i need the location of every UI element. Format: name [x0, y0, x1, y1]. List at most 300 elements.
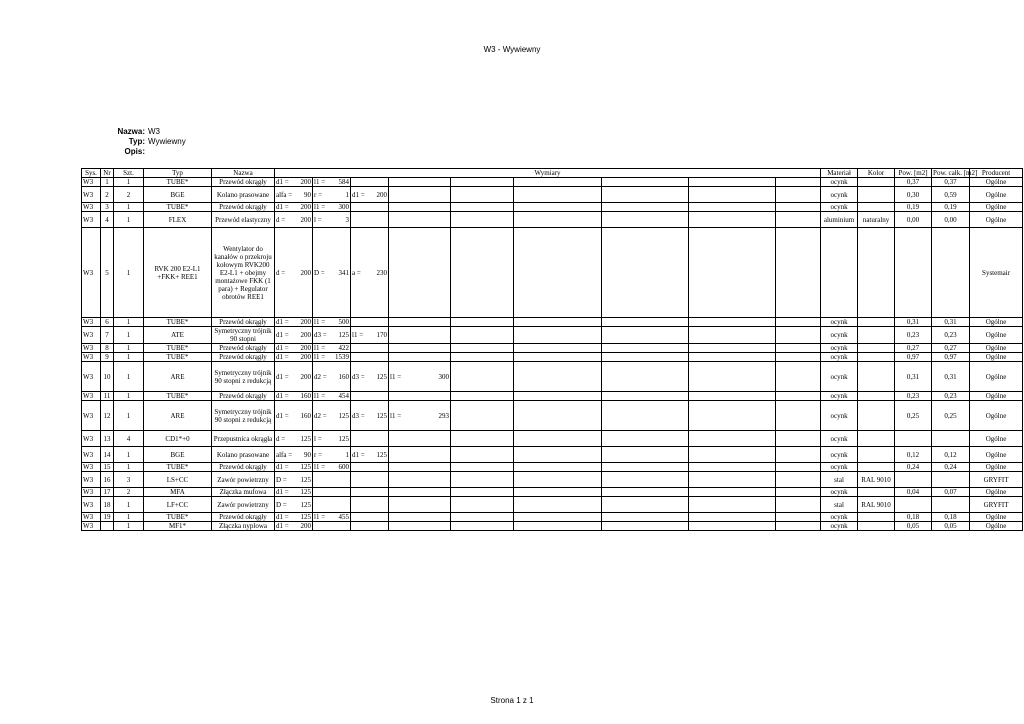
cell-pow-calk: 0,23: [932, 392, 970, 401]
cell-wymiar: [389, 178, 451, 187]
wymiar-label: d1 =: [276, 344, 289, 352]
table-row: [82, 431, 1023, 447]
cell-nazwa: Przewód okrągły: [212, 344, 275, 353]
cell-wymiar: [389, 401, 451, 431]
cell-nazwa: Przewód okrągły: [212, 203, 275, 212]
wymiar-label: d3 =: [352, 411, 365, 420]
cell-wymiar: [389, 392, 451, 401]
cell-material: ocynk: [821, 447, 858, 463]
cell-typ: TUBE*: [144, 513, 212, 522]
cell-kolor: [858, 431, 895, 447]
cell-wymiar: [689, 472, 776, 488]
cell-pow-calk: 0,19: [932, 203, 970, 212]
cell-wymiar: [514, 488, 602, 497]
table-row: [82, 228, 1023, 318]
wymiar-value: 90: [304, 190, 311, 199]
cell-kolor: [858, 344, 895, 353]
cell-producent: Ogólne: [970, 212, 1023, 228]
cell-szt: 3: [114, 472, 144, 488]
cell-nr: 6: [101, 318, 114, 327]
cell-nr: 9: [101, 353, 114, 362]
cell-wymiar: [776, 318, 821, 327]
cell-wymiar: [275, 513, 313, 522]
cell-wymiar: [776, 497, 821, 513]
cell-pow-calk: 0,97: [932, 353, 970, 362]
wymiar-value: 300: [338, 203, 349, 211]
cell-producent: Ogólne: [970, 513, 1023, 522]
cell-wymiar: [275, 522, 313, 531]
cell-sys: W3: [82, 187, 101, 203]
cell-szt: 2: [114, 488, 144, 497]
table-row: [82, 212, 1023, 228]
page-title: W3 - Wywiewny: [483, 45, 541, 54]
cell-wymiar: [351, 431, 389, 447]
cell-wymiar: [451, 318, 514, 327]
cell-nr: 16: [101, 472, 114, 488]
cell-wymiar: [689, 327, 776, 344]
header-pow: Pow. [m2]: [895, 169, 932, 178]
wymiar-value: 3: [345, 215, 349, 224]
cell-wymiar: [689, 344, 776, 353]
cell-pow-calk: 0,05: [932, 522, 970, 531]
cell-material: ocynk: [821, 392, 858, 401]
cell-szt: 1: [114, 318, 144, 327]
cell-szt: 1: [114, 362, 144, 392]
wymiar-label: d1 =: [276, 513, 289, 521]
cell-wymiar: [351, 353, 389, 362]
wymiar-value: 1: [345, 450, 349, 459]
cell-pow: 0,30: [895, 187, 932, 203]
cell-sys: W3: [82, 497, 101, 513]
wymiar-value: 230: [376, 268, 387, 277]
cell-wymiar: [451, 431, 514, 447]
cell-producent: Ogólne: [970, 488, 1023, 497]
header-nr: Nr: [101, 169, 114, 178]
cell-wymiar: [351, 187, 389, 203]
cell-typ: LS+CC: [144, 472, 212, 488]
cell-pow: 0,18: [895, 513, 932, 522]
cell-material: ocynk: [821, 362, 858, 392]
cell-wymiar: [602, 203, 689, 212]
cell-wymiar: [689, 513, 776, 522]
cell-szt: 1: [114, 463, 144, 472]
cell-wymiar: [451, 178, 514, 187]
cell-wymiar: [389, 187, 451, 203]
cell-wymiar: [313, 318, 351, 327]
wymiar-label: l1 =: [390, 372, 402, 381]
cell-wymiar: [389, 318, 451, 327]
wymiar-label: l1 =: [314, 178, 326, 186]
cell-wymiar: [776, 401, 821, 431]
cell-wymiar: [313, 228, 351, 318]
cell-wymiar: [602, 187, 689, 203]
cell-wymiar: [689, 447, 776, 463]
cell-material: ocynk: [821, 522, 858, 531]
cell-wymiar: [602, 497, 689, 513]
cell-pow-calk: 0,31: [932, 318, 970, 327]
table-row: [82, 318, 1023, 327]
cell-pow: 0,19: [895, 203, 932, 212]
wymiar-label: D =: [276, 500, 287, 509]
cell-wymiar: [351, 463, 389, 472]
wymiar-label: l1 =: [314, 344, 326, 352]
table-row: [82, 178, 1023, 187]
cell-wymiar: [514, 318, 602, 327]
cell-wymiar: [451, 327, 514, 344]
cell-wymiar: [275, 463, 313, 472]
cell-wymiar: [389, 513, 451, 522]
cell-pow: [895, 431, 932, 447]
cell-kolor: [858, 513, 895, 522]
cell-nr: 2: [101, 187, 114, 203]
wymiar-label: d =: [276, 434, 286, 443]
cell-wymiar: [313, 212, 351, 228]
wymiar-label: l =: [314, 434, 322, 443]
cell-typ: TUBE*: [144, 203, 212, 212]
wymiar-value: 200: [300, 522, 311, 530]
cell-nr: 14: [101, 447, 114, 463]
cell-wymiar: [451, 463, 514, 472]
cell-szt: 1: [114, 522, 144, 531]
nazwa-label: Nazwa:: [117, 127, 145, 136]
cell-material: ocynk: [821, 318, 858, 327]
wymiar-label: d1 =: [276, 392, 289, 400]
cell-wymiar: [776, 353, 821, 362]
table-row: [82, 353, 1023, 362]
cell-pow-calk: 0,12: [932, 447, 970, 463]
cell-sys: W3: [82, 353, 101, 362]
cell-wymiar: [514, 401, 602, 431]
cell-szt: 1: [114, 212, 144, 228]
wymiar-label: d1 =: [276, 178, 289, 186]
cell-kolor: [858, 488, 895, 497]
cell-wymiar: [689, 187, 776, 203]
cell-typ: RVK 200 E2-L1 +FKK+ REE1: [144, 228, 212, 318]
wymiar-value: 125: [300, 500, 311, 509]
cell-wymiar: [351, 472, 389, 488]
cell-wymiar: [776, 431, 821, 447]
cell-wymiar: [275, 392, 313, 401]
cell-pow-calk: 0,25: [932, 401, 970, 431]
cell-kolor: naturalny: [858, 212, 895, 228]
cell-sys: W3: [82, 447, 101, 463]
cell-wymiar: [275, 203, 313, 212]
opis-label: Opis:: [124, 147, 145, 156]
cell-wymiar: [514, 327, 602, 344]
cell-nr: 18: [101, 497, 114, 513]
cell-material: ocynk: [821, 327, 858, 344]
cell-kolor: [858, 203, 895, 212]
cell-wymiar: [776, 203, 821, 212]
cell-wymiar: [451, 228, 514, 318]
cell-sys: W3: [82, 488, 101, 497]
cell-nr: 7: [101, 327, 114, 344]
cell-wymiar: [351, 497, 389, 513]
cell-wymiar: [275, 431, 313, 447]
wymiar-value: 500: [338, 318, 349, 326]
cell-wymiar: [389, 522, 451, 531]
cell-pow-calk: 0,27: [932, 344, 970, 353]
page-footer: Strona 1 z 1: [490, 696, 534, 705]
cell-nazwa: Przewód okrągły: [212, 392, 275, 401]
cell-wymiar: [451, 497, 514, 513]
cell-wymiar: [514, 178, 602, 187]
cell-typ: BGE: [144, 187, 212, 203]
wymiar-label: r =: [314, 450, 323, 459]
wymiar-value: 125: [376, 372, 387, 381]
cell-pow: 0,00: [895, 212, 932, 228]
cell-nazwa: Przewód okrągły: [212, 463, 275, 472]
cell-nr: 5: [101, 228, 114, 318]
header-kolor: Kolor: [858, 169, 895, 178]
cell-wymiar: [313, 463, 351, 472]
cell-pow: 0,24: [895, 463, 932, 472]
cell-wymiar: [275, 472, 313, 488]
cell-nr: 13: [101, 431, 114, 447]
wymiar-label: l1 =: [314, 392, 326, 400]
nazwa-value: W3: [148, 127, 160, 136]
cell-wymiar: [313, 488, 351, 497]
wymiar-value: 455: [338, 513, 349, 521]
wymiar-value: 160: [300, 411, 311, 420]
cell-producent: Ogólne: [970, 203, 1023, 212]
cell-material: ocynk: [821, 187, 858, 203]
cell-wymiar: [389, 431, 451, 447]
wymiar-label: a =: [352, 268, 361, 277]
cell-material: ocynk: [821, 344, 858, 353]
wymiar-value: 293: [438, 411, 449, 420]
cell-nr: 15: [101, 463, 114, 472]
cell-wymiar: [689, 362, 776, 392]
wymiar-label: l1 =: [352, 331, 364, 339]
wymiar-value: 1: [345, 190, 349, 199]
cell-nazwa: Wentylator do kanałów o przekroju kołowym RVK200 E2-L1 + obejmy montażowe FKK (1 para) + Regulator obrotów REE1: [212, 228, 275, 318]
table-row: [82, 344, 1023, 353]
cell-kolor: [858, 362, 895, 392]
cell-wymiar: [602, 392, 689, 401]
cell-wymiar: [351, 228, 389, 318]
cell-nazwa: Złączka nyplowa: [212, 522, 275, 531]
cell-wymiar: [351, 203, 389, 212]
header-typ: Typ: [144, 169, 212, 178]
cell-material: ocynk: [821, 401, 858, 431]
cell-wymiar: [514, 203, 602, 212]
cell-typ: ARE: [144, 362, 212, 392]
cell-nazwa: Złączka mufowa: [212, 488, 275, 497]
header-material: Materiał: [821, 169, 858, 178]
cell-wymiar: [451, 392, 514, 401]
cell-wymiar: [451, 401, 514, 431]
cell-wymiar: [776, 392, 821, 401]
cell-pow-calk: 0,24: [932, 463, 970, 472]
cell-wymiar: [275, 353, 313, 362]
cell-szt: 2: [114, 187, 144, 203]
cell-wymiar: [514, 497, 602, 513]
cell-producent: Ogólne: [970, 522, 1023, 531]
wymiar-label: d3 =: [352, 372, 365, 381]
cell-wymiar: [689, 392, 776, 401]
cell-wymiar: [689, 463, 776, 472]
cell-wymiar: [602, 344, 689, 353]
cell-producent: Ogólne: [970, 431, 1023, 447]
wymiar-value: 454: [338, 392, 349, 400]
cell-wymiar: [275, 497, 313, 513]
cell-wymiar: [351, 212, 389, 228]
cell-wymiar: [776, 178, 821, 187]
cell-pow-calk: 0,23: [932, 327, 970, 344]
cell-pow: 0,31: [895, 362, 932, 392]
cell-nr: [101, 522, 114, 531]
cell-szt: 1: [114, 228, 144, 318]
cell-pow-calk: [932, 497, 970, 513]
cell-pow-calk: 0,00: [932, 212, 970, 228]
cell-typ: ARE: [144, 401, 212, 431]
cell-wymiar: [602, 401, 689, 431]
cell-typ: TUBE*: [144, 178, 212, 187]
wymiar-label: l =: [314, 215, 322, 224]
header-wymiary: Wymiary: [275, 169, 821, 178]
cell-nr: 19: [101, 513, 114, 522]
cell-producent: Ogólne: [970, 463, 1023, 472]
cell-typ: MF1*: [144, 522, 212, 531]
cell-nazwa: Symetryczny trójnik 90 stopni z redukcją: [212, 401, 275, 431]
cell-wymiar: [351, 318, 389, 327]
cell-wymiar: [351, 488, 389, 497]
wymiar-label: r =: [314, 190, 323, 199]
cell-nr: 3: [101, 203, 114, 212]
cell-producent: Ogólne: [970, 318, 1023, 327]
cell-typ: LF+CC: [144, 497, 212, 513]
cell-pow-calk: 0,31: [932, 362, 970, 392]
cell-pow: 0,25: [895, 401, 932, 431]
cell-producent: Ogólne: [970, 353, 1023, 362]
cell-wymiar: [451, 447, 514, 463]
cell-wymiar: [389, 327, 451, 344]
cell-wymiar: [351, 447, 389, 463]
wymiar-label: d =: [276, 268, 286, 277]
cell-wymiar: [602, 431, 689, 447]
cell-material: aluminium: [821, 212, 858, 228]
cell-sys: W3: [82, 318, 101, 327]
cell-nr: 17: [101, 488, 114, 497]
components-table: [81, 168, 1023, 531]
table-row: [82, 203, 1023, 212]
cell-wymiar: [275, 401, 313, 431]
cell-nr: 12: [101, 401, 114, 431]
meta-block: [95, 127, 186, 157]
cell-sys: W3: [82, 362, 101, 392]
cell-material: stal: [821, 472, 858, 488]
cell-sys: W3: [82, 522, 101, 531]
cell-sys: W3: [82, 212, 101, 228]
cell-wymiar: [313, 522, 351, 531]
wymiar-label: d1 =: [276, 463, 289, 471]
wymiar-value: 200: [300, 178, 311, 186]
wymiar-value: 125: [300, 488, 311, 496]
cell-kolor: [858, 178, 895, 187]
cell-wymiar: [602, 178, 689, 187]
cell-sys: W3: [82, 472, 101, 488]
cell-wymiar: [351, 362, 389, 392]
cell-wymiar: [275, 447, 313, 463]
cell-pow-calk: 0,07: [932, 488, 970, 497]
wymiar-label: l1 =: [314, 318, 326, 326]
cell-pow: 0,97: [895, 353, 932, 362]
cell-wymiar: [514, 522, 602, 531]
cell-wymiar: [389, 497, 451, 513]
cell-wymiar: [514, 447, 602, 463]
cell-szt: 1: [114, 203, 144, 212]
cell-wymiar: [776, 522, 821, 531]
cell-wymiar: [776, 472, 821, 488]
header-szt: Szt.: [114, 169, 144, 178]
cell-wymiar: [514, 228, 602, 318]
cell-producent: Ogólne: [970, 392, 1023, 401]
cell-nazwa: Kolano prasowane: [212, 187, 275, 203]
cell-kolor: [858, 522, 895, 531]
cell-szt: 1: [114, 344, 144, 353]
cell-wymiar: [514, 472, 602, 488]
wymiar-label: alfa =: [276, 450, 293, 459]
cell-wymiar: [313, 497, 351, 513]
cell-pow-calk: 0,18: [932, 513, 970, 522]
cell-wymiar: [514, 212, 602, 228]
cell-wymiar: [689, 401, 776, 431]
wymiar-value: 300: [438, 372, 449, 381]
cell-wymiar: [275, 488, 313, 497]
cell-wymiar: [689, 228, 776, 318]
cell-typ: FLEX: [144, 212, 212, 228]
cell-wymiar: [351, 401, 389, 431]
cell-wymiar: [389, 488, 451, 497]
cell-nr: 4: [101, 212, 114, 228]
cell-nazwa: Przewód okrągły: [212, 353, 275, 362]
cell-wymiar: [313, 431, 351, 447]
cell-nr: 11: [101, 392, 114, 401]
cell-sys: W3: [82, 463, 101, 472]
cell-wymiar: [275, 187, 313, 203]
wymiar-value: 200: [300, 331, 311, 339]
cell-producent: Ogólne: [970, 447, 1023, 463]
wymiar-label: alfa =: [276, 190, 293, 199]
cell-material: [821, 228, 858, 318]
table-row: [82, 522, 1023, 531]
wymiar-value: 200: [300, 215, 311, 224]
cell-typ: CD1*+0: [144, 431, 212, 447]
wymiar-label: d2 =: [314, 372, 327, 381]
wymiar-value: 125: [300, 475, 311, 484]
cell-nazwa: Przewód okrągły: [212, 513, 275, 522]
wymiar-label: l1 =: [314, 353, 326, 361]
cell-wymiar: [602, 212, 689, 228]
wymiar-label: d1 =: [352, 190, 365, 199]
cell-wymiar: [602, 362, 689, 392]
cell-typ: MFA: [144, 488, 212, 497]
wymiar-label: l1 =: [314, 513, 326, 521]
cell-material: stal: [821, 497, 858, 513]
cell-wymiar: [514, 353, 602, 362]
wymiar-value: 200: [300, 344, 311, 352]
cell-sys: W3: [82, 228, 101, 318]
cell-kolor: [858, 228, 895, 318]
cell-wymiar: [451, 203, 514, 212]
cell-material: ocynk: [821, 463, 858, 472]
cell-pow: [895, 497, 932, 513]
wymiar-value: 160: [338, 372, 349, 381]
typ-label: Typ:: [128, 137, 145, 146]
wymiar-label: D =: [314, 268, 325, 277]
cell-wymiar: [776, 212, 821, 228]
